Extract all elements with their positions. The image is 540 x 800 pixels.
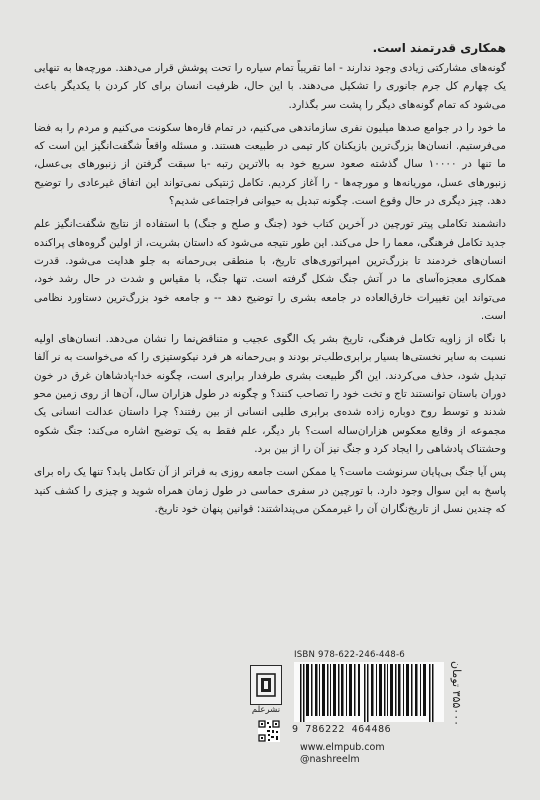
blurb-paragraph-1: گونه‌های مشارکتی زیادی وجود ندارند - اما تقریباً تمام سیاره را تحت پوشش قرار می‌دهند. مورچه‌ها به تنهایی یک چهارم کل جرم جانوری را تشکیل می‌دهند. با این حال، ظرفیت انسان برای کار کردن با یکدیگر باعث می‌شود که تمام گونه‌های دیگر را پشت سر بگذارد.: [34, 62, 506, 111]
barcode-icon: [294, 662, 444, 722]
barcode-number: 9 786222 464486: [292, 724, 392, 735]
price-label: ۳۵۵۰۰۰ تومان: [450, 660, 463, 726]
blurb-text-block: [34, 40, 506, 523]
blurb-paragraph-5: پس آیا جنگ بی‌پایان سرنوشت ماست؟ یا ممکن است جامعه روزی به فراتر از آن تکامل یابد؟ تنها یک راه برای پاسخ به این سوال وجود دارد. با تورچین در سفری حماسی در طول زمان همراه شوید و چیزی را کشف کنید که چندین نسل از تاریخ‌نگاران آن را غیرممکن می‌پنداشتند: قوانین پنهان خود تاریخ.: [34, 466, 506, 515]
qr-code-icon: [258, 720, 280, 742]
blurb-paragraph-4: با نگاه از زاویه تکامل فرهنگی، تاریخ بشر یک الگوی عجیب و متناقض‌نما را نشان می‌دهد. انسان‌های اولیه نسبت به سایر نخستی‌ها بسیار برابری‌طلب‌تر بودند و بی‌رحمانه هر فرد نیکوستیزی را که می‌خواست به نر آلفا تبدیل شود، حذف می‌کردند. این اگر طبیعت بشری طرفدار برابری است، چگونه خدا-پادشاهان غرق در خون دوران باستان توانستند تاج و تخت خود را تصاحب کنند؟ و چگونه در طول هزاران سال، آن‌ها از روی زمین محو شدند و توسط روح دوباره زاده شده‌ی برابری طلبی انسانی از بین رفتند؟ چرا داستان عدالت انسانی یک مجموعه از وقایع معکوس هزاران‌ساله است؟ بار دیگر، علم فقط به یک توضیح اشاره می‌کند: جنگ شکوه وحشتناک پادشاهی را ایجاد کرد و جنگ نیز آن را از بین برد.: [34, 333, 506, 455]
blurb-paragraph-2: ما خود را در جوامع صدها میلیون نفری سازماندهی می‌کنیم، در تمام قاره‌ها سکونت می‌کنیم و مردم را به فضا می‌فرستیم. انسان‌ها بزرگ‌ترین بازیکنان کار تیمی در طبیعت هستند. و مسئله واقعاً شگفت‌انگیز این است که ما تنها در ۱۰۰۰۰ سال گذشته صعود سریع خود به بالاترین رتبه -با سبقت گرفتن از زنبورهای بی‌عسل، زنبورهای عسل، موریانه‌ها و مورچه‌ها - را آغاز کردیم. تکامل ژنتیکی نمی‌تواند این اتفاق غیرعادی را توضیح دهد. چیز دیگری در حال وقوع است. چگونه تبدیل به حیوانی فراجتماعی شدیم؟: [34, 121, 506, 208]
publisher-logo-icon: [255, 671, 277, 699]
publisher-logo: [250, 665, 282, 705]
publisher-logo-label: نشرعلم: [251, 705, 281, 715]
blurb-paragraph-3: دانشمند تکاملی پیتر تورچین در آخرین کتاب خود (جنگ و صلح و جنگ) با استفاده از نتایج شگفت‌انگیز علم جدید تکامل فرهنگی، معما را حل می‌کند. این طور نتیجه می‌شود که داستان بشریت، از اولین گروه‌های پراکنده انسان‌های خردمند تا بزرگ‌ترین امپراتوری‌های تاریخ، با منطقی بی‌رحمانه به جلو هدایت می‌شود. قدرت همکاری معجزه‌آسای ما در آتش جنگ شکل گرفته است. تنها جنگ، با مقیاس و شدت در حال رشد خود، می‌تواند این تغییرات خارق‌العاده در جامعه بشری را توضیح دهد -- و جامعه خود بزرگ‌ترین دستاورد نظامی است.: [34, 218, 506, 322]
publisher-website: www.elmpub.com: [300, 742, 385, 753]
isbn-label: ISBN 978-622-246-448-6: [294, 650, 405, 660]
blurb-title: همکاری قدرتمند است.: [372, 41, 506, 55]
publisher-instagram: @nashreelm: [300, 754, 360, 765]
